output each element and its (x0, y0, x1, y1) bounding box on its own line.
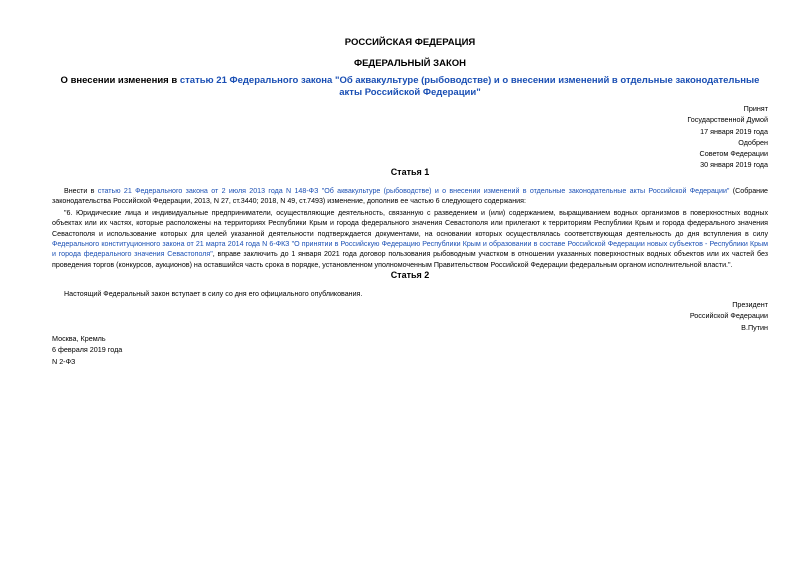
law-title-prefix: О внесении изменения в (60, 75, 180, 86)
place: Москва, Кремль (52, 334, 106, 343)
approval-line: Одобрен (738, 137, 768, 147)
article-1-body (52, 186, 768, 271)
fkz-link[interactable]: Федерального конституционного закона от 21 марта 2014 года N 6-ФКЗ "О принятии в Российскую Федерацию Республики Крым и образовании в составе Российской Федерации новых субъектов - Республики Крым и города федерального значения Севастополя" (52, 240, 768, 259)
law-title-link[interactable]: статью 21 Федерального закона "Об аквакультуре (рыбоводстве) и о внесении изменений в отдельные законодательные акты Российской Федерации" (179, 75, 760, 98)
law-type-heading: ФЕДЕРАЛЬНЫЙ ЗАКОН (353, 58, 466, 69)
approval-date: 30 января 2019 года (700, 160, 768, 170)
article-2-text: Настоящий Федеральный закон вступает в силу со дня его официального опубликования. (64, 290, 363, 298)
article-1-paragraph-1: Внести в статью 21 Федерального закона от 2 июля 2013 года N 148-ФЗ "Об аквакультуре (рыбоводстве) и о внесении изменений в отдельные законодательные акты Российской Федерации" (Собрание законодательства Российской Федерации, 2013, N 27, ст.3440; 2018, N 49, ст.7493) изменение, дополнив ее частью 6 следующего содержания: (52, 187, 768, 206)
article-2-heading: Статья 2 (390, 270, 430, 280)
adoption-block (687, 103, 768, 171)
law-title (52, 75, 768, 99)
adoption-line: Государственной Думой (687, 115, 768, 125)
signature-title: Президент (732, 300, 768, 309)
country-heading: РОССИЙСКАЯ ФЕДЕРАЦИЯ (344, 37, 476, 48)
signature-block (690, 299, 768, 333)
signature-title: Российской Федерации (689, 311, 768, 321)
sign-date: 6 февраля 2019 года (52, 345, 123, 355)
article-21-link[interactable]: статью 21 Федерального закона от 2 июля 2013 года N 148-ФЗ "Об аквакультуре (рыбоводстве) и о внесении изменений в отдельные законодательные акты Российской Федерации" (97, 187, 730, 195)
adoption-line: Принят (743, 104, 768, 113)
article-1-heading: Статья 1 (390, 167, 430, 177)
article-1-paragraph-2: "6. Юридические лица и индивидуальные предприниматели, осуществляющие деятельность, связанную с разведением и (или) содержанием, выращиванием водных организмов в поверхностных водных объектах или их частях, которые расположены на территориях Республики Крым и города федерального значения Севастополя или прилегают к территориям Республики Крым и города федерального значения Севастополя и использование которых для целей указанной деятельности подтверждается документами, на основании которых осуществлялась соответствующая деятельность до дня вступления в силу Федерального конституционного закона от 21 марта 2014 года N 6-ФКЗ "О принятии в Российскую Федерацию Республики Крым и образовании в составе Российской Федерации новых субъектов - Республики Крым и города федерального значения Севастополя", вправе заключить до 1 января 2021 года договор пользования рыбоводным участком в отношении указанных поверхностных водных объектов или их частей без проведения торгов (конкурсов, аукционов) на оставшийся часть срока в порядке, установленном уполномоченным Правительством Российской Федерации федеральным органом исполнительной власти.". (52, 208, 769, 269)
law-number: N 2-ФЗ (52, 356, 76, 366)
place-date-block (52, 333, 122, 367)
approval-line: Советом Федерации (699, 149, 768, 159)
adoption-date: 17 января 2019 года (700, 126, 768, 136)
signature-name: В.Путин (741, 322, 768, 332)
